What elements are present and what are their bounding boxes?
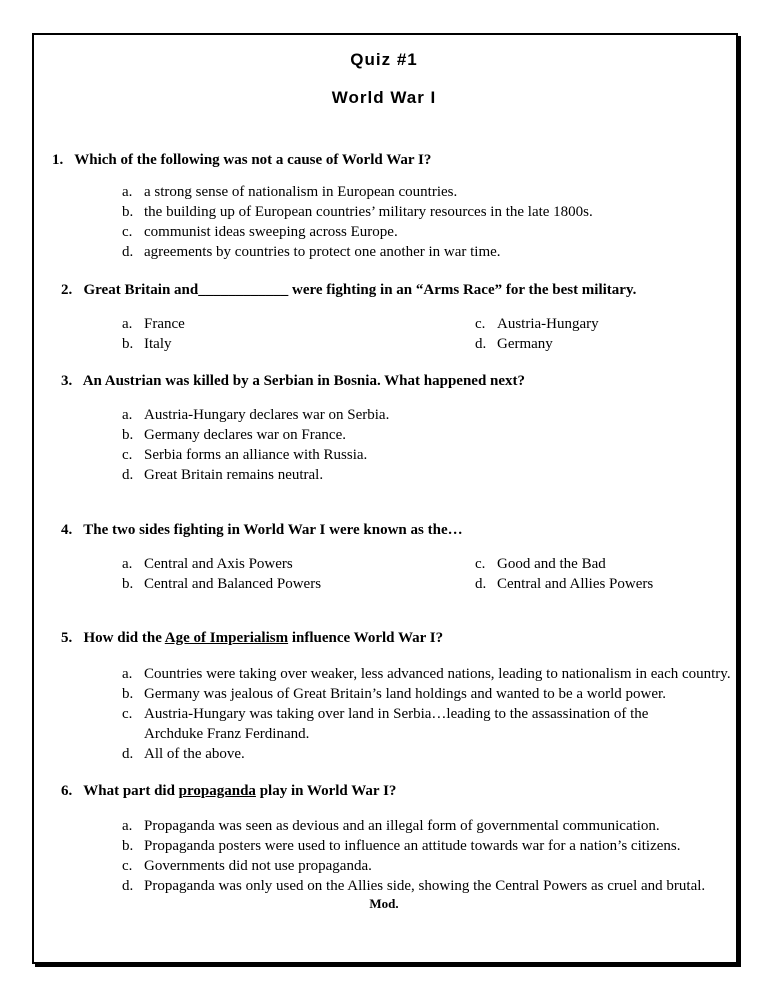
question-number: 1. — [52, 152, 64, 168]
underlined-term: Age of Imperialism — [164, 630, 289, 646]
question-3 — [61, 373, 525, 390]
underlined-term: propaganda — [178, 783, 256, 799]
footer-mod: Mod. — [369, 896, 399, 911]
question-number: 6. — [61, 783, 73, 799]
question-number: 3. — [61, 373, 73, 389]
question-2: 2. Great Britain and____________ were fighting in an “Arms Race” for the best military. — [61, 282, 637, 298]
question-text: The two sides fighting in World War I were known as the… — [83, 522, 463, 538]
quiz-title: Quiz #1 — [350, 50, 418, 69]
question-6: 6. What part did propaganda play in World War I? — [61, 783, 397, 799]
question-text: Which of the following was not a cause of World War I? — [74, 152, 432, 168]
question-1 — [52, 152, 431, 169]
question-number: 2. — [61, 282, 73, 298]
question-number: 5. — [61, 630, 73, 646]
quiz-subtitle: World War I — [331, 88, 437, 107]
question-text: An Austrian was killed by a Serbian in Bosnia. What happened next? — [82, 373, 526, 389]
question-number: 4. — [61, 522, 73, 538]
answer-blank: ____________ — [198, 282, 289, 298]
question-5: 5. How did the Age of Imperialism influence World War I? — [61, 630, 444, 646]
question-4 — [61, 522, 463, 539]
